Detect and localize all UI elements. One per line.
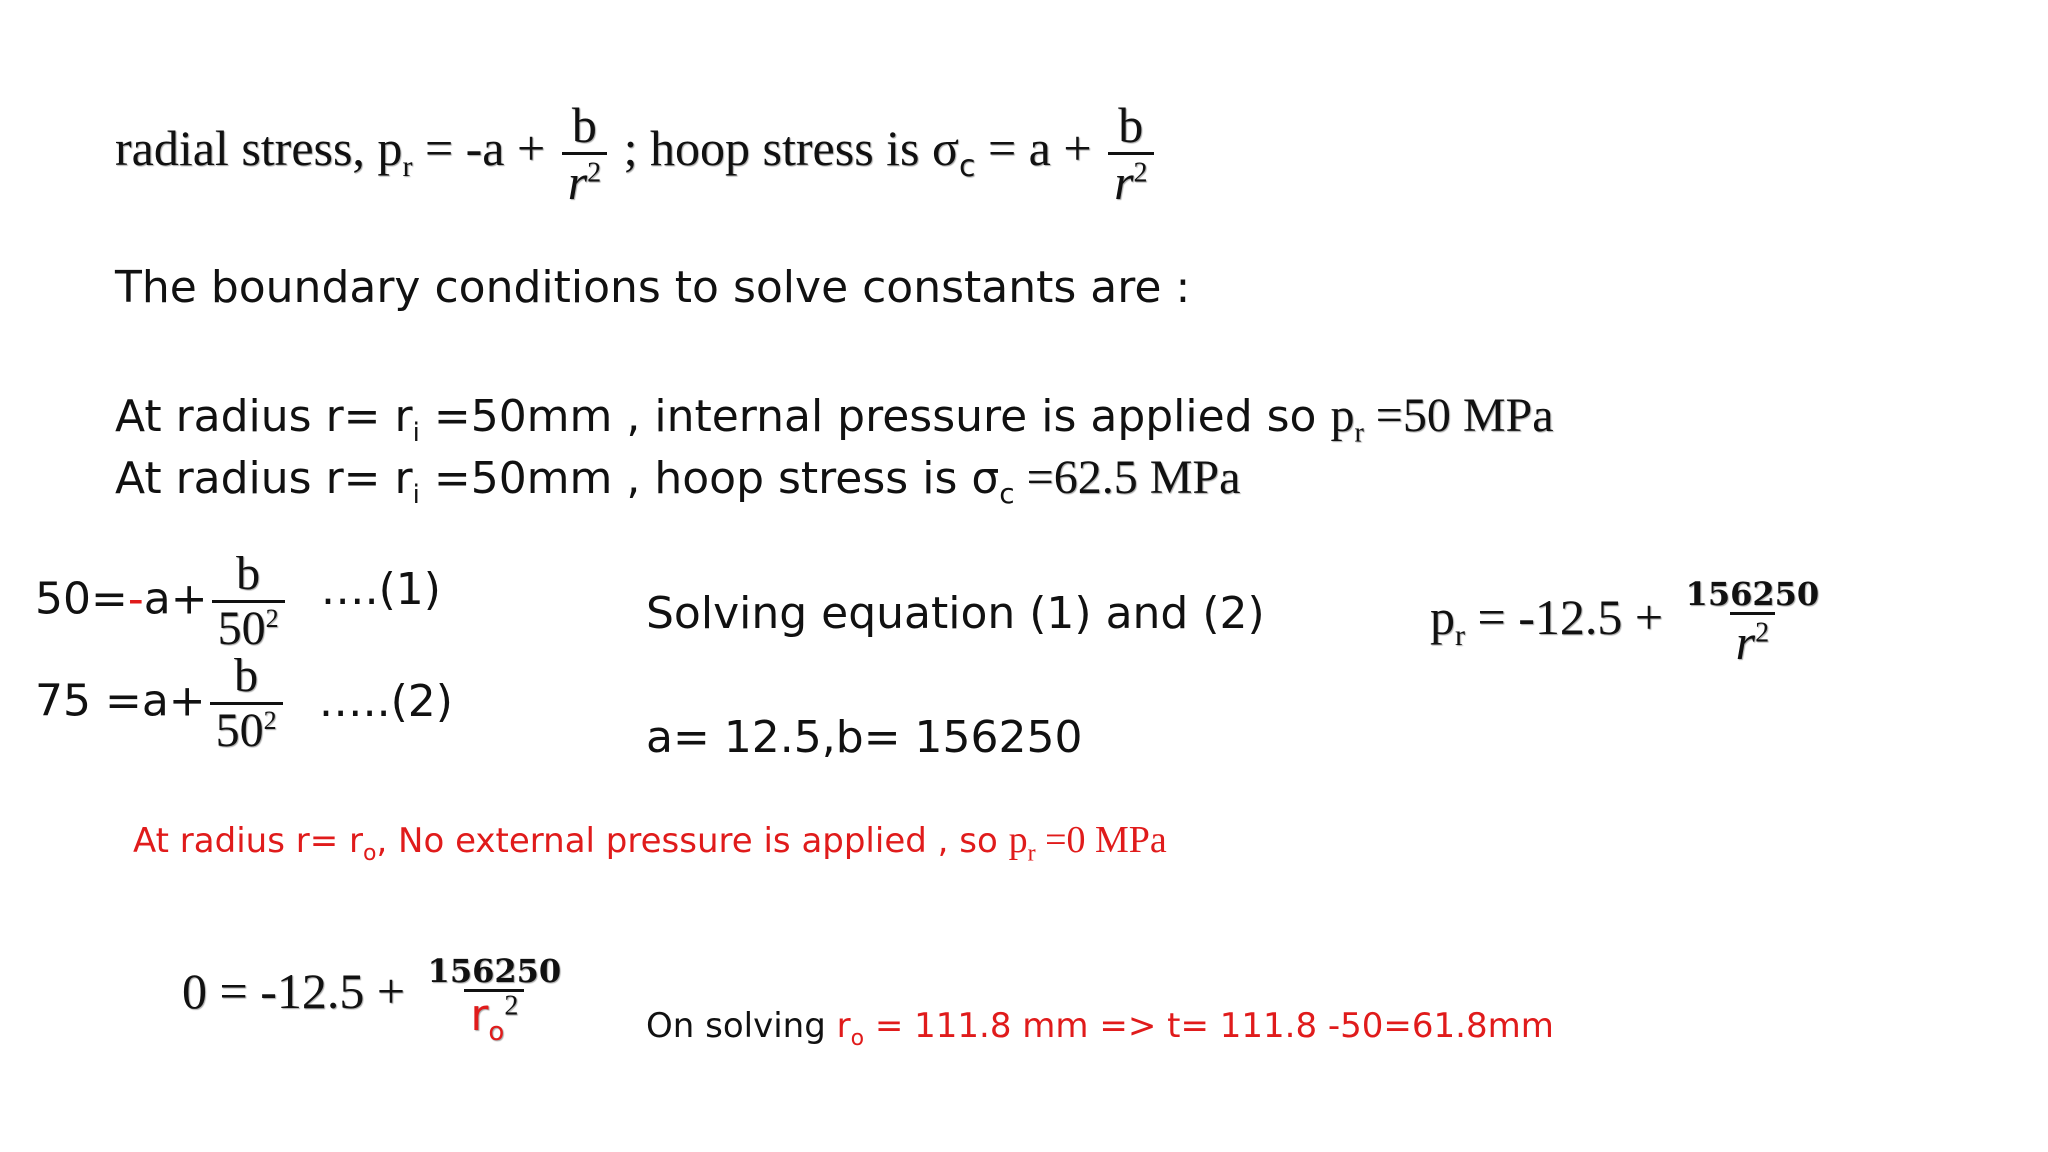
eq2-den-val: 50 — [215, 704, 264, 757]
eq2-fraction — [210, 649, 283, 757]
radial-fraction — [562, 97, 607, 210]
final-num: 156250 — [427, 952, 562, 990]
eq1-rest: a+ — [143, 573, 208, 625]
bc1-text: At radius r= r — [115, 391, 413, 442]
note-sub-r: r — [1027, 840, 1036, 867]
result-den — [1730, 612, 1775, 670]
bc2-mid: =50mm , hoop stress is σ — [419, 453, 1000, 504]
bc1-sub-r: r — [1354, 417, 1364, 449]
on-solving-r: r — [836, 1006, 851, 1046]
on-solving-label: On solving — [646, 1006, 837, 1046]
equation-2 — [35, 649, 453, 757]
hoop-frac-den — [1108, 152, 1153, 210]
radial-eq: = -a + — [412, 119, 558, 176]
boundary-condition-1 — [115, 388, 1554, 449]
radial-stress-result — [1430, 575, 1829, 670]
bc1-pressure: =50 MPa — [1363, 389, 1554, 442]
hoop-sub: c — [958, 148, 976, 184]
result-p: p — [1430, 588, 1455, 645]
result-fraction — [1680, 575, 1826, 670]
radial-frac-num: b — [571, 97, 597, 153]
final-den-sq: 2 — [504, 990, 519, 1022]
hoop-eq: = a + — [975, 119, 1105, 176]
hoop-frac-num: b — [1118, 97, 1144, 153]
final-den-r: r — [470, 990, 489, 1041]
bc1-value — [1330, 389, 1554, 449]
final-den — [464, 989, 524, 1047]
boundary-condition-2 — [115, 450, 1241, 510]
eq1-den-sq: 2 — [265, 604, 279, 633]
final-lhs: 0 = -12.5 + — [182, 962, 418, 1019]
hoop-den-sq: 2 — [1133, 157, 1148, 189]
eq2-num: b — [234, 649, 259, 702]
result-den-r: r — [1735, 614, 1756, 670]
bc2-value: =62.5 MPa — [1014, 451, 1241, 504]
radial-stress-label: radial stress, p — [115, 119, 403, 176]
bc2-text: At radius r= r — [115, 453, 413, 504]
external-pressure-note — [133, 818, 1167, 867]
bc2-sub-c: c — [999, 476, 1015, 510]
eq2-lhs: 75 =a+ — [35, 675, 206, 727]
final-equation — [182, 952, 571, 1047]
solution-values: a= 12.5,b= 156250 — [646, 712, 1083, 763]
result-num: 156250 — [1685, 575, 1820, 613]
bc2-sub-i: i — [412, 479, 420, 510]
note-value — [1008, 819, 1167, 867]
result-den-sq: 2 — [1755, 617, 1770, 649]
boundary-heading: The boundary conditions to solve constants are : — [115, 262, 1191, 313]
eq1-tag: ….(1) — [320, 563, 441, 615]
bc1-sub-i: i — [412, 417, 420, 448]
eq1-den-val: 50 — [217, 602, 266, 655]
on-solving-sub-o: o — [850, 1025, 865, 1051]
on-solving-result — [646, 1006, 1554, 1051]
on-solving-value: = 111.8 mm => t= 111.8 -50=61.8mm — [864, 1006, 1554, 1046]
bc1-mid: =50mm , internal pressure is applied so — [419, 391, 1331, 442]
result-sub-r: r — [1455, 618, 1465, 652]
radial-den-r: r — [567, 154, 588, 210]
eq1-den — [212, 600, 285, 653]
solving-text: Solving equation (1) and (2) — [646, 588, 1265, 639]
eq1-fraction — [212, 547, 285, 655]
eq2-tag: …..(2) — [318, 675, 453, 727]
eq2-den-sq: 2 — [263, 706, 277, 735]
hoop-fraction — [1108, 97, 1153, 210]
note-mid: , No external pressure is applied , so — [376, 821, 1009, 861]
note-text: At radius r= r — [133, 821, 363, 861]
radial-sub: r — [402, 149, 413, 183]
radial-frac-den — [562, 152, 607, 210]
eq1-minus: - — [127, 573, 144, 625]
eq1-num: b — [236, 547, 261, 600]
equation-1 — [35, 547, 441, 655]
note-pressure: =0 MPa — [1035, 819, 1167, 861]
final-den-sub-o: o — [488, 1016, 505, 1047]
radial-den-sq: 2 — [587, 157, 602, 189]
result-eq: = -12.5 + — [1465, 588, 1676, 645]
eq2-den — [210, 702, 283, 755]
bc1-p: p — [1330, 389, 1355, 442]
note-sub-o: o — [362, 840, 377, 866]
hoop-stress-label: ; hoop stress is σ — [611, 119, 959, 176]
final-fraction — [422, 952, 568, 1047]
note-p: p — [1008, 819, 1028, 861]
hoop-den-r: r — [1114, 154, 1134, 210]
eq1-lhs: 50= — [35, 573, 128, 625]
stress-formulas — [115, 97, 1158, 210]
